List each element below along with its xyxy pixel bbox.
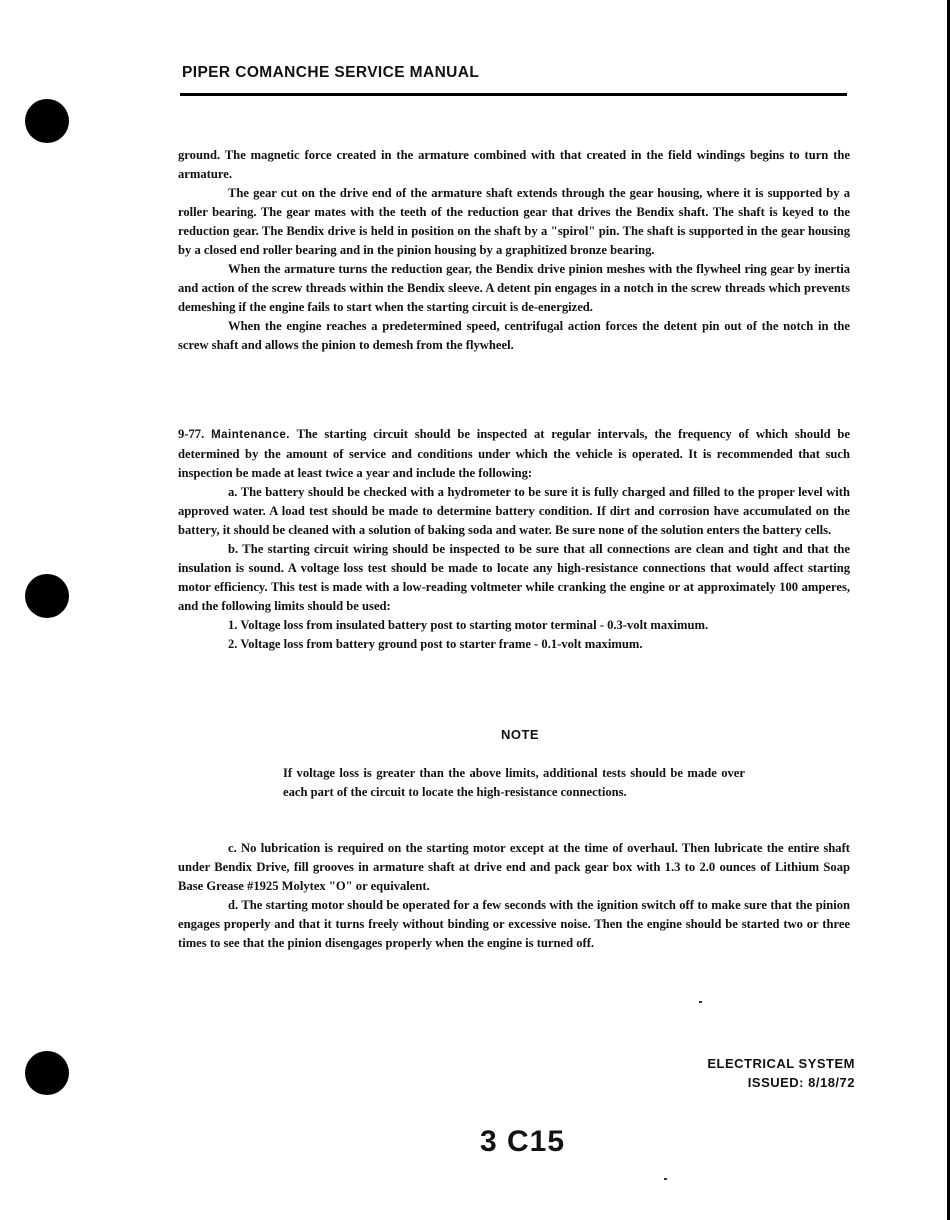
manual-title: PIPER COMANCHE SERVICE MANUAL: [182, 64, 480, 81]
section-number: 9-77.: [178, 427, 205, 441]
page-code: 3 C15: [480, 1125, 566, 1158]
section-heading: Maintenance.: [211, 429, 290, 441]
punch-hole-top: [25, 99, 69, 143]
lubrication-section: [178, 839, 850, 953]
maintenance-intro: [178, 425, 850, 483]
punch-hole-bottom: [25, 1051, 69, 1095]
footer-block: [707, 1054, 855, 1092]
item-d: d. The starting motor should be operated for a few seconds with the ignition switch off to make sure that the pinion engages properly and that it turns freely without binding or excessive noise. Then the engine should be started two or three times to see that the pinion disengages properly when the engine is turned off.: [178, 898, 850, 950]
scan-speck: [699, 1001, 702, 1003]
paragraph: When the armature turns the reduction gear, the Bendix drive pinion meshes with the flywheel ring gear by inertia and action of the screw threads within the Bendix sleeve. A detent pin engages in a notch in the screw threads which prevents demeshing if the engine fails to start when the starting circuit is de-energized.: [178, 262, 850, 314]
note-text: If voltage loss is greater than the above limits, additional tests should be made over each part of the circuit to locate the high-resistance connections.: [283, 766, 745, 799]
scan-speck: [664, 1178, 667, 1180]
note-heading: NOTE: [500, 727, 540, 742]
item-c: c. No lubrication is required on the starting motor except at the time of overhaul. Then lubricate the entire shaft under Bendix Drive, fill grooves in armature shaft at drive end and pack gear box with 1.3 to 2.0 ounces of Lithium Soap Base Grease #1925 Molytex "O" or equivalent.: [178, 841, 850, 893]
paragraph: ground. The magnetic force created in the armature combined with that created in the field windings begins to turn the armature.: [178, 148, 850, 181]
footer-section-name: ELECTRICAL SYSTEM: [707, 1056, 855, 1071]
item-b: b. The starting circuit wiring should be inspected to be sure that all connections are clean and tight and that the insulation is sound. A voltage loss test should be made to locate any high-resistance connections that would affect starting motor efficiency. This test is made with a low-reading voltmeter while cranking the engine or at approximately 100 amperes, and the following limits should be used:: [178, 542, 850, 613]
footer-issued-date: ISSUED: 8/18/72: [747, 1075, 855, 1090]
header-rule: [180, 93, 847, 96]
paragraph: When the engine reaches a predetermined speed, centrifugal action forces the detent pin out of the notch in the screw shaft and allows the pinion to demesh from the flywheel.: [178, 319, 850, 352]
voltage-limits-list: [178, 616, 850, 654]
list-item: 2. Voltage loss from battery ground post to starter frame - 0.1-volt maximum.: [228, 637, 643, 651]
item-a: a. The battery should be checked with a hydrometer to be sure it is fully charged and filled to the proper level with approved water. A load test should be made to determine battery condition. If dirt and corrosion have accumulated on the battery, it should be cleaned with a solution of baking soda and water. Be sure none of the solution enters the battery cells.: [178, 485, 850, 537]
section-intro-text: The starting circuit should be inspected at regular intervals, the frequency of which should be determined by the amount of service and conditions under which the vehicle is operated. It is recommended that such inspection be made at least twice a year and include the following:: [178, 427, 851, 480]
paragraph: The gear cut on the drive end of the armature shaft extends through the gear housing, where it is supported by a roller bearing. The gear mates with the teeth of the reduction gear that drives the Bendix shaft. The shaft is keyed to the reduction gear. The Bendix drive is held in position on the shaft by a "spirol" pin. The shaft is supported in the gear housing by a closed end roller bearing and in the pinion housing by a graphitized bronze bearing.: [178, 186, 850, 257]
starter-operation-section: [178, 146, 850, 355]
maintenance-section: [178, 425, 850, 654]
punch-hole-middle: [25, 574, 69, 618]
list-item: 1. Voltage loss from insulated battery post to starting motor terminal - 0.3-volt maximum.: [228, 618, 709, 632]
